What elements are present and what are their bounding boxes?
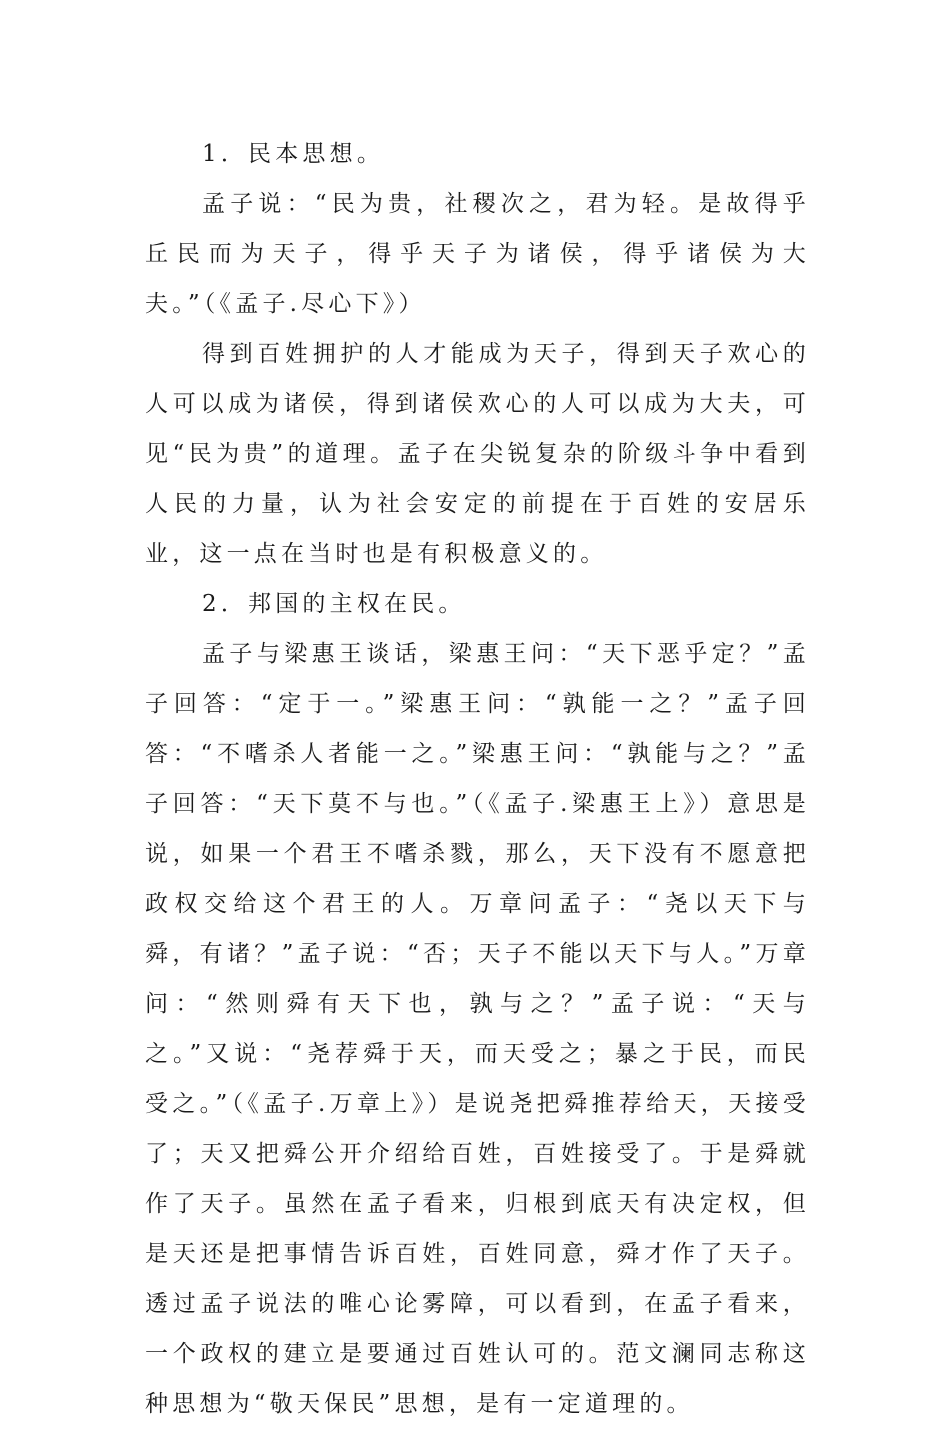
heading-sovereignty-of-people: 2．邦国的主权在民。: [202, 591, 466, 617]
paragraph-mencius-quote: 孟子说：“民为贵，社稷次之，君为轻。是故得乎丘民而为天子，得乎天子为诸侯，得乎诸侯为大夫。”（《孟子.尽心下》）: [145, 191, 810, 317]
heading-people-based-thought: 1．民本思想。: [202, 141, 385, 167]
document-body: [145, 129, 810, 1429]
paragraph-dialogue: 孟子与梁惠王谈话，梁惠王问：“天下恶乎定？”孟子回答：“定于一。”梁惠王问：“孰能一之？”孟子回答：“不嗜杀人者能一之。”梁惠王问：“孰能与之？”孟子回答：“天下莫不与也。”（《孟子.梁惠王上》）意思是说，如果一个君王不嗜杀戮，那么，天下没有不愿意把政权交给这个君王的人。万章问孟子：“尧以天下与舜，有诸？”孟子说：“否；天子不能以天下与人。”万章问：“然则舜有天下也，孰与之？”孟子说：“天与之。”又说：“尧荐舜于天，而天受之；暴之于民，而民受之。”（《孟子.万章上》）是说尧把舜推荐给天，天接受了；天又把舜公开介绍给百姓，百姓接受了。于是舜就作了天子。虽然在孟子看来，归根到底天有决定权，但是天还是把事情告诉百姓，百姓同意，舜才作了天子。透过孟子说法的唯心论雾障，可以看到，在孟子看来，一个政权的建立是要通过百姓认可的。范文澜同志称这种思想为“敬天保民”思想，是有一定道理的。: [145, 641, 810, 1417]
paragraph-explanation: 得到百姓拥护的人才能成为天子，得到天子欢心的人可以成为诸侯，得到诸侯欢心的人可以成为大夫，可见“民为贵”的道理。孟子在尖锐复杂的阶级斗争中看到人民的力量，认为社会安定的前提在于百姓的安居乐业，这一点在当时也是有积极意义的。: [145, 341, 810, 567]
